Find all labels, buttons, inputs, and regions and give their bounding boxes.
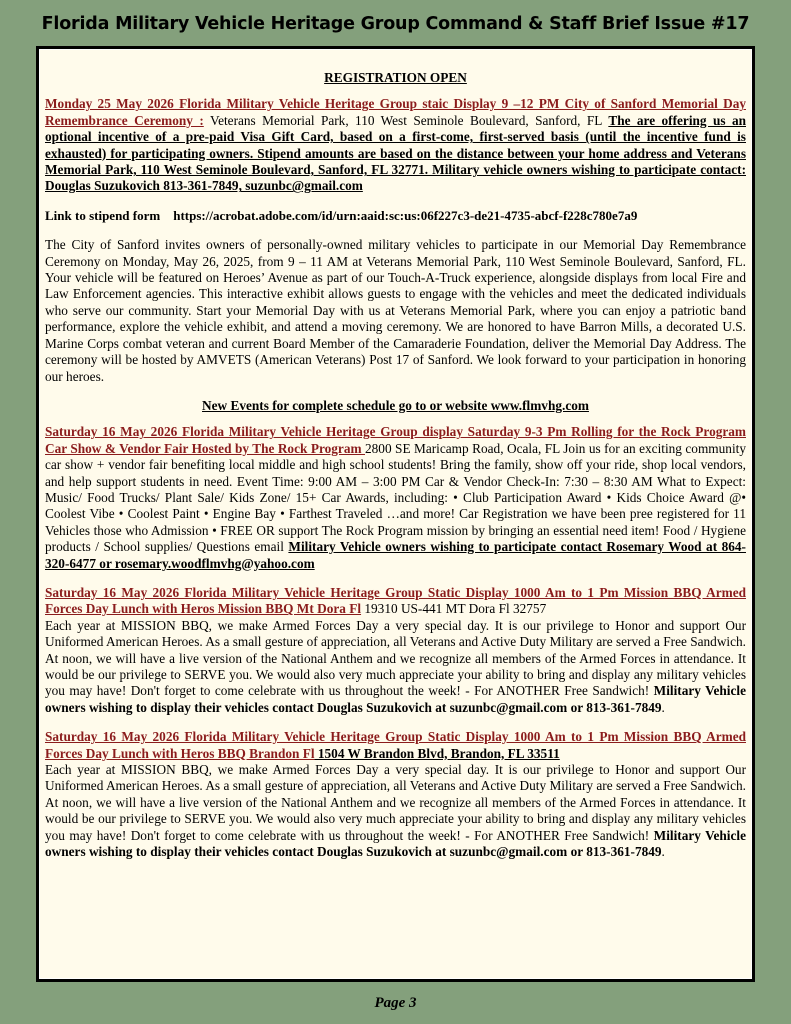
- newsletter-title: Florida Military Vehicle Heritage Group Command & Staff Brief Issue #17: [41, 14, 750, 34]
- memorial-event-heading: Monday 25 May 2026 Florida Military Vehicle Heritage Group staic Display 9 –12 PM City of Sanford Memorial Day Remembrance Ceremony :: [45, 96, 746, 128]
- brandon-event: [45, 729, 746, 860]
- memorial-description: The City of Sanford invites owners of personally-owned military vehicles to participate in our Memorial Day Remembrance Ceremony on Monday, May 26, 2025, from 9 – 11 AM at Veterans Memorial Park, 110 West Seminole Boulevard, Sanford, FL. Your vehicle will be featured on Heroes’ Avenue as part of our Touch-A-Truck experience, alongside displays from local Fire and Law Enforcement agencies. This interactive exhibit allows guests to engage with the vehicles and meet the dedicated individuals who serve our community. Start your Memorial Day with us at Veterans Memorial Park, where you can enjoy a patriotic band performance, explore the vehicle exhibit, and attend a moving ceremony. We are honored to have Barron Mills, a decorated U.S. Marine Corps combat veteran and current Board Member of the Camaraderie Foundation, deliver the Memorial Day Address. The ceremony will be hosted by AMVETS (American Veterans) Post 17 of Sanford. We look forward to your participation in honoring our heroes.: [45, 237, 746, 384]
- brandon-event-end: .: [661, 844, 665, 860]
- new-events-title: New Events for complete schedule go to or website www.flmvhg.com: [202, 397, 589, 413]
- mtdora-event-end: .: [661, 699, 665, 715]
- page-number: Page 3: [374, 995, 417, 1011]
- brandon-event-address: 1504 W Brandon Blvd, Brandon, FL 33511: [314, 745, 560, 761]
- mtdora-event-address: 19310 US-441 MT Dora Fl 32757: [361, 601, 547, 617]
- brandon-event-contact: Military Vehicle owners wishing to display their vehicles contact Douglas Suzukovich at suzunbc@gmail.com or 813-361-7849: [45, 827, 747, 860]
- brandon-event-heading: Saturday 16 May 2026 Florida Military Vehicle Heritage Group Static Display 1000 Am to 1 Pm Mission BBQ Armed Forces Day Lunch with Heros BBQ Brandon Fl: [45, 729, 746, 761]
- content-area: [39, 49, 752, 979]
- rock-event-body: 2800 SE Maricamp Road, Ocala, FL Join us for an exciting community car show + vendor fair benefiting local middle and high school students! Bring the family, show off your ride, shop local vendors, and help support students in need. Event Time: 9:00 AM – 3:00 PM Car & Vendor Check-In: 7:30 – 8:30 AM What to Expect: Music/ Food Trucks/ Plant Sale/ Kids Zone/ 15+ Car Awards, including: • Club Participation Award • Kids Choice Award @• Coolest Vibe • Coolest Paint • Engine Bay • Farthest Traveled …and more! Car Registration we have been pree registered for 11 Vehicles those who Admission • FREE OR support The Rock Program mission by bringing an essential need item! Food / Hygiene products / School supplies/ Questions email: [45, 440, 746, 555]
- memorial-event: [45, 96, 746, 194]
- registration-title: REGISTRATION OPEN: [324, 70, 467, 85]
- rock-event-contact: Military Vehicle owners wishing to participate contact Rosemary Wood at 864-320-6477 or rosemary.woodflmvhg@yahoo.com: [45, 539, 746, 571]
- mtdora-event-heading: Saturday 16 May 2026 Florida Military Vehicle Heritage Group Static Display 1000 Am to 1 Pm Mission BBQ Armed Forces Day Lunch with Heros Mission BBQ Mt Dora Fl: [45, 584, 746, 617]
- brandon-event-body: Each year at MISSION BBQ, we make Armed Forces Day a very special day. It is our privilege to Honor and support Our Uniformed American Heroes. As a small gesture of appreciation, all Veterans and Active Duty Military are served a Free Sandwich. At noon, we will have a live version of the National Anthem and we recognize all members of the Armed Forces in attendance. It would be our privilege to SERVE you. We would also very much appreciate your ability to bring and display any military vehicles you may have! Don't forget to come celebrate with us throughout the week! - For ANOTHER Free Sandwich!: [45, 762, 746, 843]
- mtdora-event: [45, 585, 746, 716]
- memorial-incentive: The are offering us an optional incentive of a pre-paid Visa Gift Card, based on a first-come, first-served basis (until the incentive fund is exhausted) for participating owners. Stipend amounts are based on the distance between your home address and Veterans Memorial Park, 110 West Seminole Boulevard, Sanford, FL 32771. Military vehicle owners wishing to participate contact: Douglas Suzukovich 813-361-7849, suzunbc@gmail.com: [45, 112, 746, 194]
- mtdora-event-body: Each year at MISSION BBQ, we make Armed Forces Day a very special day. It is our privilege to Honor and support Our Uniformed American Heroes. As a small gesture of appreciation, all Veterans and Active Duty Military are served a Free Sandwich. At noon, we will have a live version of the National Anthem and we recognize all members of the Armed Forces in attendance. It would be our privilege to SERVE you. We would also very much appreciate your ability to bring and display any military vehicles you may have! Don't forget to come celebrate with us throughout the week! - For ANOTHER Free Sandwich!: [45, 617, 746, 699]
- stipend-link-label: Link to stipend form: [45, 207, 161, 223]
- stipend-link-line: [45, 208, 746, 224]
- stipend-link[interactable]: https://acrobat.adobe.com/id/urn:aaid:sc:us:06f227c3-de21-4735-abcf-f228c780e7a9: [173, 207, 638, 223]
- memorial-location: Veterans Memorial Park, 110 West Seminole Boulevard, Sanford, FL: [203, 112, 609, 128]
- rock-event: [45, 424, 746, 572]
- mtdora-event-contact: Military Vehicle owners wishing to display their vehicles contact Douglas Suzukovich at suzunbc@gmail.com or 813-361-7849: [45, 683, 747, 715]
- rock-event-heading: Saturday 16 May 2026 Florida Military Vehicle Heritage Group display Saturday 9-3 Pm Rolling for the Rock Program Car Show & Vendor Fair Hosted by The Rock Program: [45, 424, 746, 456]
- content-panel: [36, 46, 755, 982]
